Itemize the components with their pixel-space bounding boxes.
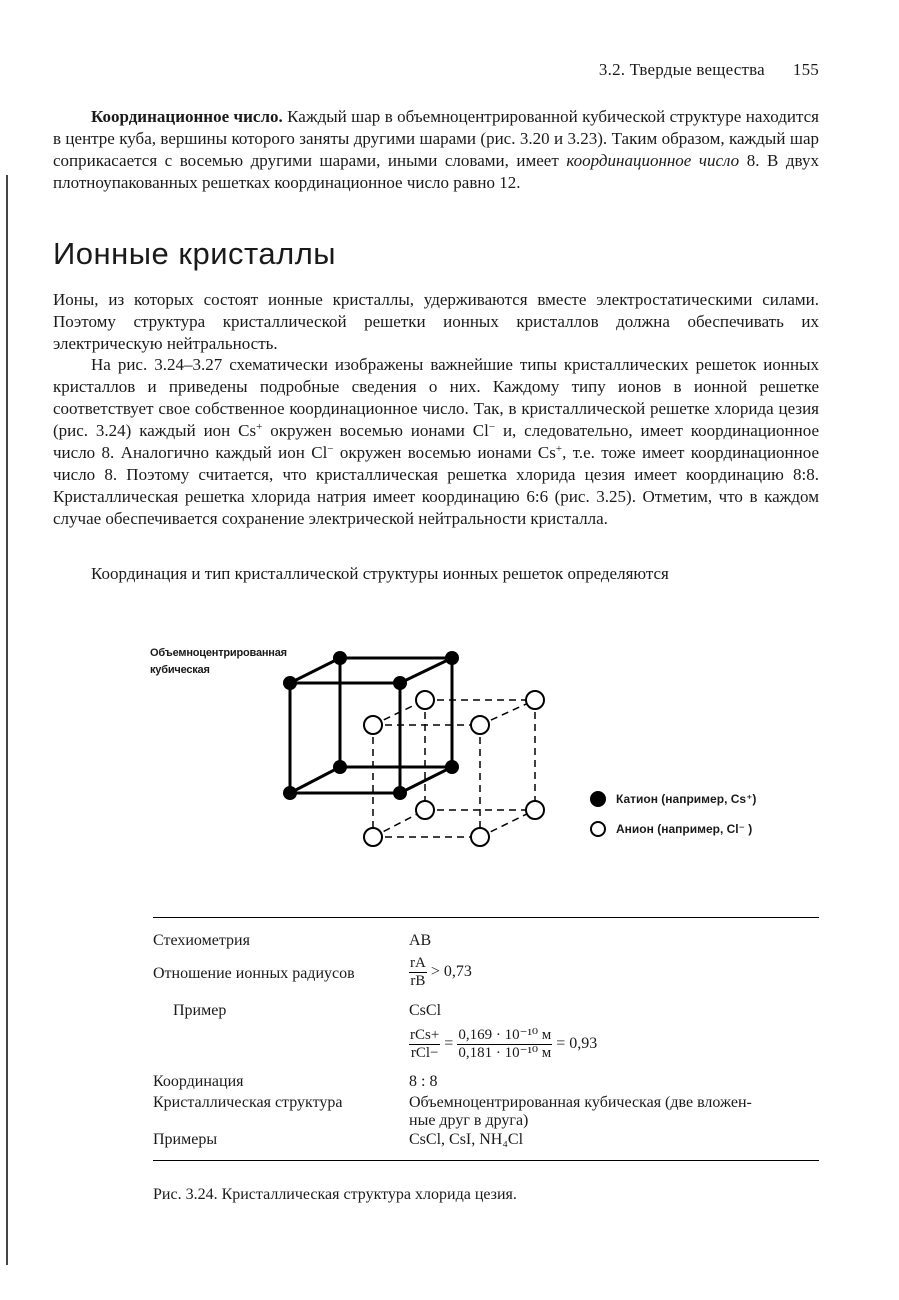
- charge-sup: −: [488, 421, 496, 433]
- text-run: 8. В двух плотноупакованных решетках координационное число равно 12.: [53, 151, 819, 192]
- anion-sphere: [364, 716, 382, 734]
- figure-label: [150, 645, 287, 679]
- row-value: AB: [409, 932, 432, 949]
- term-lead: Координационное число.: [91, 107, 283, 126]
- table-rule-bottom: [153, 1160, 819, 1161]
- anion-sphere: [526, 801, 544, 819]
- page-number: 155: [792, 60, 819, 79]
- table-rule-top: [153, 917, 819, 918]
- text-run: окружен восемью ионами Cs: [333, 443, 556, 462]
- last-paragraph: [53, 563, 819, 585]
- legend-cation: [590, 791, 756, 807]
- cation-sphere: [393, 676, 407, 690]
- section-title: 3.2. Твердые вещества: [598, 60, 765, 79]
- figure-label-line: Объемноцентрированная: [150, 647, 287, 659]
- coordination-paragraph: [53, 106, 819, 194]
- text-run: Каждый шар в объемноцентрированной кубической структуре находится в центре куба, вершины которого заняты другими шарами (рис. 3.20 и 3.23). Таким образом, каждый шар соприкасается с восемью другими шарами, иными словами, имеет: [53, 107, 820, 170]
- legend-anion: [590, 821, 752, 837]
- legend-anion-label: Анион (например, Cl⁻ ): [616, 822, 753, 836]
- row-label: Стехиометрия: [153, 932, 250, 949]
- cation-sphere: [283, 786, 297, 800]
- radius-ratio-fraction: $\frac{rA}{rB}$: [410, 955, 426, 989]
- anion-sphere: [526, 691, 544, 709]
- running-head: [599, 60, 819, 80]
- page-edge-line: [6, 175, 8, 1265]
- row-value: 8 : 8: [409, 1073, 438, 1090]
- text-run: , т.е. тоже имеет координационное число 8. Поэтому считается, что кристаллическая решетка хлорида цезия имеет координацию 8:8. Кристаллическая решетка хлорида натрия имеет координацию 6:6 (рис. 3.25). Отметим, что в каждом случае обеспечивается сохранение электрической нейтральности кристалла.: [53, 443, 819, 528]
- row-value: Объемноцентрированная кубическая (две вложен- ные друг в друга): [409, 1094, 752, 1129]
- filled-circle-icon: [590, 791, 606, 807]
- text-run: и, следовательно, имеет координационное число 8. Аналогично каждый ион Cl: [53, 421, 819, 462]
- figures-paragraph: [53, 354, 819, 530]
- row-label: Примеры: [153, 1131, 218, 1148]
- text-run: На рис. 3.24–3.27 схематически изображены важнейшие типы кристаллических решеток ионных кристаллов и приведены подробные сведения о них. Каждому типу ионов в ионной решетке соответствует свое собственное координационное число. Так, в кристаллической решетке хлорида цезия (рис. 3.24) каждый ион Cs: [53, 355, 819, 440]
- cation-sphere: [393, 786, 407, 800]
- row-label: Кристаллическая структура: [153, 1094, 343, 1111]
- text-run: окружен восемью ионами Cl: [262, 421, 489, 440]
- hollow-circle-icon: [590, 821, 606, 837]
- anion-sphere: [416, 691, 434, 709]
- row-label: Отношение ионных радиусов: [153, 965, 355, 982]
- charge-sup: +: [555, 443, 563, 455]
- paragraph-text: Ионы, из которых состоят ионные кристаллы, удерживаются вместе электростатическими силами. Поэтому структура кристаллической решетки ионных кристаллов должна обеспечивать их электрическую нейтральность.: [53, 290, 819, 353]
- ratio-calculation: $\frac{\text{rCs+}}{\text{rCl−}}$ = $\frac{\text{0,169 · 10⁻¹⁰ м}}{\text{0,181 · 10⁻¹⁰ м}}$ = 0,93: [410, 1027, 598, 1061]
- crystal-lattice-diagram: [270, 645, 560, 850]
- figure-caption: Рис. 3.24. Кристаллическая структура хлорида цезия.: [153, 1186, 517, 1203]
- charge-sup: +: [256, 421, 263, 433]
- cation-sphere: [445, 760, 459, 774]
- cation-sphere: [283, 676, 297, 690]
- term-italic: координационное число: [566, 151, 740, 170]
- row-value: CsCl: [409, 1002, 442, 1019]
- cation-sphere: [333, 651, 347, 665]
- section-heading: Ионные кристаллы: [53, 236, 337, 271]
- row-label: Пример: [173, 1002, 227, 1019]
- row-value: $\frac{rA}{rB}$ > 0,73: [410, 955, 472, 989]
- anion-sphere: [364, 828, 382, 846]
- row-value: CsCl, CsI, NH₄Cl: [409, 1131, 524, 1148]
- cation-sphere: [333, 760, 347, 774]
- ions-paragraph: [53, 289, 819, 355]
- paragraph-text: Координация и тип кристаллической структуры ионных решеток определяются: [91, 564, 669, 583]
- anion-sphere: [416, 801, 434, 819]
- charge-sup: −: [327, 443, 334, 455]
- row-label: Координация: [153, 1073, 244, 1090]
- legend-cation-label: Катион (например, Cs⁺): [616, 792, 757, 806]
- cation-sphere: [445, 651, 459, 665]
- figure-label-line: кубическая: [150, 664, 210, 676]
- anion-sphere: [471, 828, 489, 846]
- anion-sphere: [471, 716, 489, 734]
